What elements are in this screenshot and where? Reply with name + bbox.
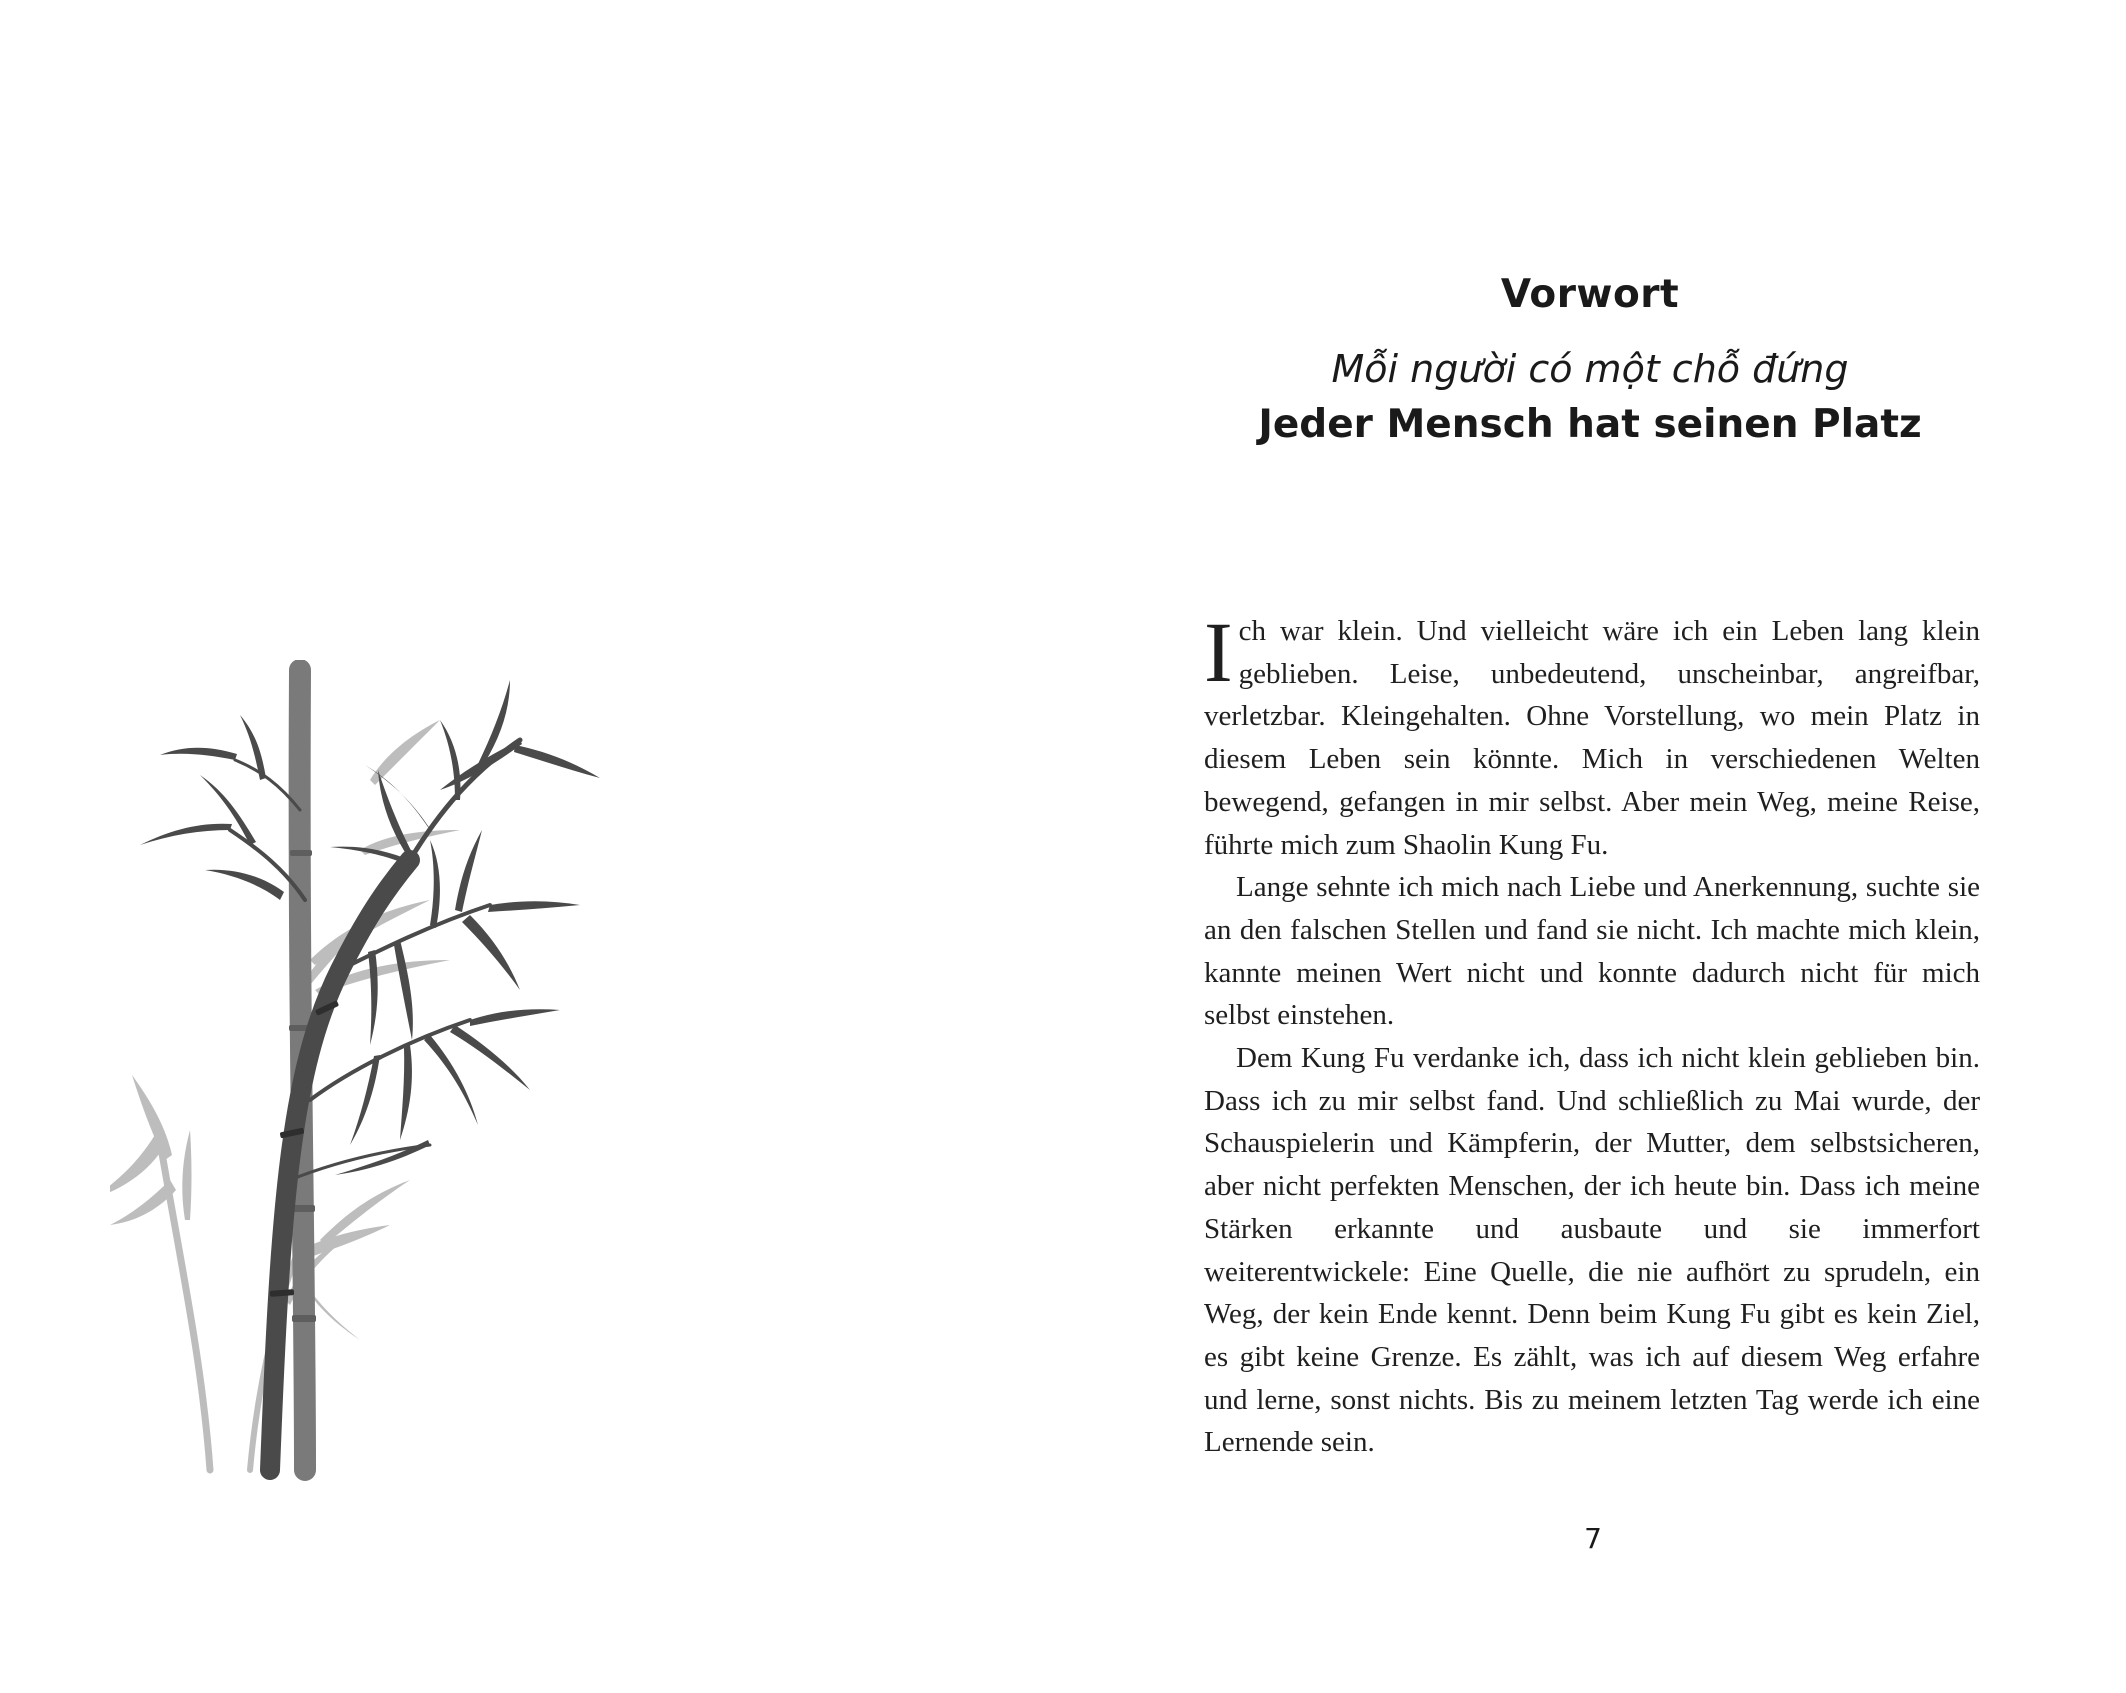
paragraph-3: Dem Kung Fu verdanke ich, dass ich nicht klein geblieben bin. Dass ich zu mir selbst fand. Und schließlich zu Mai wurde, der Schauspielerin und Kämpferin, der Mutter, dem selbstsicheren, aber nicht perfekten Menschen, der ich heute bin. Dass ich meine Stärken erkannte und ausbaute und sie immerfort weiterentwickele: Eine Quelle, die nie aufhört zu sprudeln, ein Weg, der kein Ende kennt. Denn beim Kung Fu gibt es kein Ziel, es gibt keine Grenze. Es zählt, was ich auf diesem Weg erfahre und lerne, sonst nichts. Bis zu meinem letzten Tag werde ich eine Lernende sein. bbox=[1204, 1042, 1980, 1459]
drop-cap: I bbox=[1204, 604, 1233, 700]
body-text bbox=[1204, 604, 1980, 1464]
paragraph-1-text: ch war klein. Und vielleicht wäre ich ein Leben lang klein geblieben. Leise, unbedeutend, unscheinbar, angreifbar, verletzbar. Kleingehalten. Ohne Vorstellung, wo mein Platz in diesem Leben sein könnte. Mich in verschiedenen Welten bewegend, gefangen in mir selbst. Aber mein Weg, meine Reise, führte mich zum Shaolin Kung Fu. bbox=[1204, 615, 1980, 861]
bamboo-illustration bbox=[110, 660, 610, 1490]
chapter-header bbox=[1140, 272, 2040, 449]
subtitle-german: Jeder Mensch hat seinen Platz bbox=[1258, 402, 1922, 448]
paragraph-2: Lange sehnte ich mich nach Liebe und Anerkennung, suchte sie an den falschen Stellen und fand sie nicht. Ich machte mich klein, kannte meinen Wert nicht und konnte dadurch nicht für mich selbst einstehen. bbox=[1204, 871, 1980, 1032]
chapter-title: Vorwort bbox=[1500, 272, 1680, 317]
page-number: 7 bbox=[1584, 1522, 1602, 1555]
subtitle-vietnamese: Mỗi người có một chỗ đứng bbox=[1331, 346, 1849, 391]
paragraph-1 bbox=[1204, 604, 1980, 866]
